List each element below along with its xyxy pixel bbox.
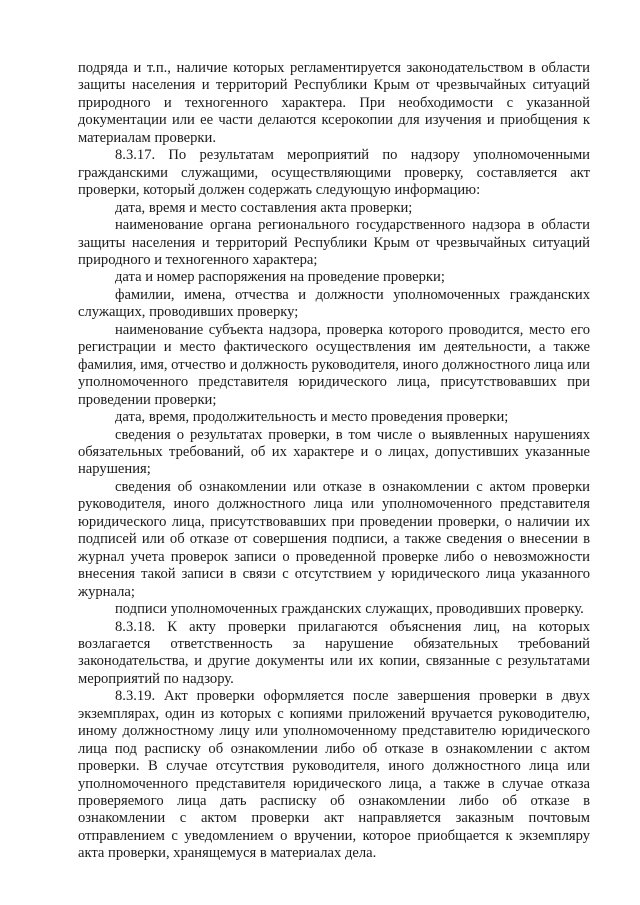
list-item-duration: дата, время, продолжительность и место проведения проверки; (115, 409, 509, 426)
paragraph-8-3-18: 8.3.18. К акту проверки прилагаются объяснения лиц, на которых возлагается ответственность за нарушение обязательных требований законодательства, и другие документы или их копии, связанные с результатами мероприятий по надзору. (78, 618, 590, 687)
list-item-subject: наименование субъекта надзора, проверка которого проводится, место его регистрации и место фактического осуществления им деятельности, а также фамилия, имя, отчество и должность руководителя, иного должностного лица или уполномоченного представителя юридического лица, присутствовавших при проведении проверки; (78, 321, 590, 408)
list-item-date-place: дата, время и место составления акта проверки; (115, 199, 413, 216)
document-page (78, 60, 590, 863)
paragraph-continuation: подряда и т.п., наличие которых регламентируется законодательством в области защиты населения и территорий Республики Крым от чрезвычайных ситуаций природного и техногенного характера. При необходимости с указанной документации или ее части делаются ксерокопии для изучения и приобщения к материалам проверки. (78, 60, 590, 146)
list-item-signatures: подписи уполномоченных гражданских служащих, проводивших проверку. (115, 601, 584, 618)
list-item-inspectors: фамилии, имена, отчества и должности уполномоченных гражданских служащих, проводивших проверку; (78, 286, 590, 321)
list-item-acknowledgement: сведения об ознакомлении или отказе в ознакомлении с актом проверки руководителя, иного должностного лица или уполномоченного представителя юридического лица, присутствовавших при проведении проверки, о наличии их подписей или об отказе от совершения подписи, а также сведения о внесении в журнал учета проверок записи о проведенной проверке либо о невозможности внесения такой записи в связи с отсутствием у юридического лица указанного журнала; (78, 478, 590, 600)
list-item-authority-name: наименование органа регионального государственного надзора в области защиты населения и территорий Республики Крым от чрезвычайных ситуаций природного и техногенного характера; (78, 217, 590, 268)
paragraph-8-3-19: 8.3.19. Акт проверки оформляется после завершения проверки в двух экземплярах, один из которых с копиями приложений вручается руководителю, иному должностному лицу или уполномоченному представителю юридического лица под расписку об ознакомлении либо об отказе в ознакомлении с актом проверки. В случае отсутствия руководителя, иного должностного лица или уполномоченного представителя юридического лица, а также в случае отказа проверяемого лица дать расписку об ознакомлении либо об отказе в ознакомлении с актом проверки акт направляется заказным почтовым отправлением с уведомлением о вручении, которое приобщается к экземпляру акта проверки, хранящемуся в материалах дела. (78, 688, 590, 862)
list-item-results: сведения о результатах проверки, в том числе о выявленных нарушениях обязательных требований, об их характере и о лицах, допустивших указанные нарушения; (78, 426, 590, 478)
list-item-order-number: дата и номер распоряжения на проведение проверки; (115, 269, 445, 286)
paragraph-8-3-17: 8.3.17. По результатам мероприятий по надзору уполномоченными гражданскими служащими, осуществляющими проверку, составляется акт проверки, который должен содержать следующую информацию: (78, 147, 590, 199)
